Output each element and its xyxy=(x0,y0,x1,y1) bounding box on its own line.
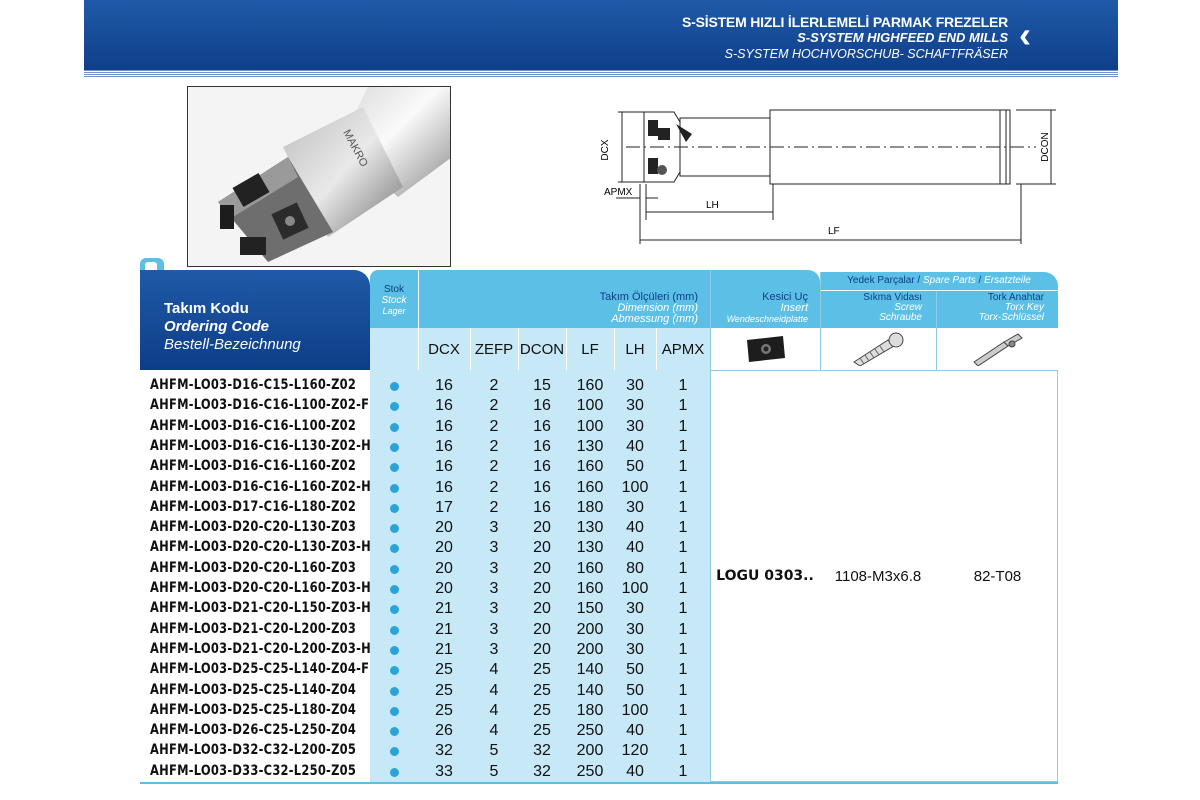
cell-lh: 30 xyxy=(626,417,644,435)
cell-lh: 50 xyxy=(626,458,644,476)
cell-zefp: 3 xyxy=(489,640,499,658)
table-row xyxy=(140,597,710,617)
cell-zefp: 4 xyxy=(489,701,499,719)
cell-apmx: 1 xyxy=(678,580,688,597)
stock-tr: Stok xyxy=(383,284,404,295)
stock-dot-icon xyxy=(390,626,399,635)
cell-dcx: 21 xyxy=(435,600,453,618)
ordering-code: AHFM-LO03-D26-C25-L250-Z04 xyxy=(150,722,357,739)
screw-de: Schraube xyxy=(879,312,922,323)
cell-lh: 80 xyxy=(626,559,644,577)
cell-zefp: 2 xyxy=(489,458,499,476)
cell-dcon: 20 xyxy=(533,580,551,597)
stock-dot-icon xyxy=(390,463,399,472)
ordering-code-header xyxy=(140,270,370,370)
stock-dot-icon xyxy=(390,605,399,614)
cell-dcx: 17 xyxy=(435,498,453,516)
cell-dcon: 16 xyxy=(533,437,551,455)
divider xyxy=(656,328,657,370)
insert-de: Wendeschneidplatte xyxy=(726,314,808,324)
cell-dcx: 20 xyxy=(435,559,453,577)
ordering-code: AHFM-LO03-D21-C20-L200-Z03-H xyxy=(150,640,371,657)
stock-dot-icon xyxy=(390,484,399,493)
col-lf: LF xyxy=(581,341,599,358)
divider xyxy=(614,328,615,370)
cell-lh: 40 xyxy=(626,437,644,455)
cell-dcx: 20 xyxy=(435,519,453,537)
ordering-code: AHFM-LO03-D33-C32-L250-Z05 xyxy=(150,762,357,779)
screw-icon xyxy=(848,332,908,366)
ordering-code: AHFM-LO03-D21-C20-L200-Z03 xyxy=(150,620,357,637)
table-row xyxy=(140,557,710,577)
cell-dcon: 25 xyxy=(533,661,551,679)
torx-key-tr: Tork Anahtar xyxy=(987,292,1044,303)
col-apmx: APMX xyxy=(661,341,705,358)
table-row xyxy=(140,516,710,536)
table-row xyxy=(140,536,710,556)
ordering-code: AHFM-LO03-D32-C32-L200-Z05 xyxy=(150,742,357,759)
title-german: S-SYSTEM HOCHVORSCHUB- SCHAFTFRÄSER xyxy=(724,47,1008,61)
stock-dot-icon xyxy=(390,585,399,594)
col-dcx: DCX xyxy=(428,341,460,358)
table-row xyxy=(140,374,710,394)
stock-dot-icon xyxy=(390,402,399,411)
stock-dot-icon xyxy=(390,524,399,533)
ordering-code: AHFM-LO03-D20-C20-L130-Z03-H xyxy=(150,539,371,556)
cell-lf: 130 xyxy=(576,539,604,557)
ordering-code-en: Ordering Code xyxy=(164,318,270,335)
cell-zefp: 3 xyxy=(489,600,499,618)
cell-dcon: 32 xyxy=(533,762,551,780)
cell-lh: 30 xyxy=(626,397,644,415)
ordering-code-tr: Takım Kodu xyxy=(164,300,249,317)
cell-lf: 250 xyxy=(576,722,604,740)
cell-dcx: 26 xyxy=(435,722,453,740)
table-bottom-border xyxy=(140,782,1058,784)
cell-apmx: 1 xyxy=(678,539,688,557)
cell-zefp: 2 xyxy=(489,478,499,496)
stock-dot-icon xyxy=(390,707,399,716)
ordering-code: AHFM-LO03-D16-C16-L130-Z02-H xyxy=(150,437,371,454)
cell-apmx: 1 xyxy=(678,458,688,476)
insert-image xyxy=(710,328,820,370)
cell-lf: 140 xyxy=(576,661,604,679)
cell-dcx: 25 xyxy=(435,701,453,719)
cell-apmx: 1 xyxy=(678,742,688,760)
cell-lh: 30 xyxy=(626,498,644,516)
cell-lh: 30 xyxy=(626,377,644,394)
stock-dot-icon xyxy=(390,687,399,696)
lf-label: LF xyxy=(828,226,840,237)
cell-lf: 160 xyxy=(576,458,604,476)
table-row xyxy=(140,719,710,739)
cell-dcx: 21 xyxy=(435,620,453,638)
cell-dcx: 25 xyxy=(435,661,453,679)
cell-apmx: 1 xyxy=(678,762,688,780)
cell-zefp: 3 xyxy=(489,559,499,577)
cell-lh: 50 xyxy=(626,681,644,699)
ordering-code: AHFM-LO03-D25-C25-L180-Z04 xyxy=(150,701,357,718)
spare-parts-en: Spare Parts xyxy=(922,275,976,286)
cell-lh: 50 xyxy=(626,661,644,679)
cell-lh: 40 xyxy=(626,762,644,780)
cell-dcon: 25 xyxy=(533,681,551,699)
ordering-code: AHFM-LO03-D16-C16-L160-Z02-H xyxy=(150,478,371,495)
dcon-label: DCON xyxy=(1040,132,1051,162)
stock-dot-icon xyxy=(390,382,399,391)
cell-dcx: 16 xyxy=(435,397,453,415)
cell-dcx: 20 xyxy=(435,580,453,597)
ordering-code: AHFM-LO03-D25-C25-L140-Z04 xyxy=(150,681,357,698)
cell-lf: 100 xyxy=(576,397,604,415)
cell-dcon: 15 xyxy=(533,377,551,394)
cell-zefp: 2 xyxy=(489,417,499,435)
cell-dcx: 33 xyxy=(435,762,453,780)
title-turkish: S-SİSTEM HIZLI İLERLEMELİ PARMAK FREZELER xyxy=(682,14,1008,30)
cell-dcon: 20 xyxy=(533,620,551,638)
cell-dcx: 21 xyxy=(435,640,453,658)
dimensions-header xyxy=(418,270,710,328)
cell-apmx: 1 xyxy=(678,478,688,496)
table-row xyxy=(140,476,710,496)
cell-lf: 160 xyxy=(576,559,604,577)
screw-value: 1108-M3x6.8 xyxy=(834,568,922,585)
col-zefp: ZEFP xyxy=(474,341,514,358)
divider xyxy=(710,270,711,370)
brand-engraving: MAKRO xyxy=(340,127,370,170)
screw-en: Screw xyxy=(894,302,922,313)
cell-apmx: 1 xyxy=(678,519,688,537)
table-row xyxy=(140,658,710,678)
cell-dcon: 16 xyxy=(533,417,551,435)
cell-dcx: 16 xyxy=(435,478,453,496)
product-photo xyxy=(187,86,451,267)
cell-apmx: 1 xyxy=(678,681,688,699)
cell-dcon: 20 xyxy=(533,600,551,618)
cell-apmx: 1 xyxy=(678,701,688,719)
cell-dcx: 16 xyxy=(435,417,453,435)
stock-dot-icon xyxy=(390,504,399,513)
stock-dot-icon xyxy=(390,646,399,655)
cell-dcx: 16 xyxy=(435,437,453,455)
cell-zefp: 5 xyxy=(489,742,499,760)
table-row xyxy=(140,577,710,597)
stock-header xyxy=(370,270,418,328)
insert-en: Insert xyxy=(780,302,808,314)
cell-zefp: 4 xyxy=(489,661,499,679)
dcx-label: DCX xyxy=(600,139,611,161)
stock-dot-icon xyxy=(390,565,399,574)
cell-zefp: 4 xyxy=(489,681,499,699)
cell-zefp: 3 xyxy=(489,620,499,638)
insert-tr: Kesici Uç xyxy=(762,291,808,303)
spare-parts-header: Yedek Parçalar / Spare Parts / Ersatzteile xyxy=(820,272,1058,290)
cell-lf: 200 xyxy=(576,620,604,638)
cell-apmx: 1 xyxy=(678,661,688,679)
cell-lh: 100 xyxy=(621,580,649,597)
cell-lh: 30 xyxy=(626,640,644,658)
cell-lf: 160 xyxy=(576,377,604,394)
chevron-left-icon[interactable]: ‹ xyxy=(1019,14,1031,55)
cell-zefp: 2 xyxy=(489,397,499,415)
cell-dcon: 20 xyxy=(533,519,551,537)
table-row xyxy=(140,760,710,780)
table-row xyxy=(140,638,710,658)
table-row xyxy=(140,415,710,435)
torx-key-image xyxy=(937,328,1058,370)
header-stripe xyxy=(84,70,1118,78)
divider xyxy=(518,328,519,370)
cell-dcon: 20 xyxy=(533,539,551,557)
cell-lh: 40 xyxy=(626,722,644,740)
cell-apmx: 1 xyxy=(678,722,688,740)
cell-lh: 100 xyxy=(621,701,649,719)
cell-apmx: 1 xyxy=(678,559,688,577)
divider xyxy=(418,270,419,370)
dimensions-de: Abmessung (mm) xyxy=(611,313,698,325)
stock-dot-icon xyxy=(390,747,399,756)
table-row xyxy=(140,618,710,638)
cell-lf: 100 xyxy=(576,417,604,435)
lh-label: LH xyxy=(706,200,719,211)
insert-value: LOGU 0303.. xyxy=(716,568,814,584)
cell-dcon: 20 xyxy=(533,640,551,658)
ordering-code: AHFM-LO03-D16-C16-L160-Z02 xyxy=(150,458,357,475)
cell-lh: 40 xyxy=(626,539,644,557)
ordering-code: AHFM-LO03-D21-C20-L150-Z03-H xyxy=(150,600,371,617)
cell-zefp: 5 xyxy=(489,762,499,780)
cell-lf: 180 xyxy=(576,498,604,516)
cell-lh: 100 xyxy=(621,478,649,496)
cell-dcx: 32 xyxy=(435,742,453,760)
torx-key-header xyxy=(937,291,1058,328)
cell-zefp: 4 xyxy=(489,722,499,740)
cell-dcx: 16 xyxy=(435,458,453,476)
cell-apmx: 1 xyxy=(678,377,688,394)
cell-dcon: 16 xyxy=(533,498,551,516)
cell-lh: 40 xyxy=(626,519,644,537)
spare-parts-tr: Yedek Parçalar xyxy=(847,275,915,286)
col-lh: LH xyxy=(625,341,645,358)
torx-key-value: 82-T08 xyxy=(973,568,1022,585)
cell-zefp: 2 xyxy=(489,377,499,394)
dimensions-tr: Takım Ölçüleri (mm) xyxy=(599,291,698,303)
divider xyxy=(566,328,567,370)
table-row xyxy=(140,435,710,455)
screw-tr: Sıkma Vidası xyxy=(863,292,922,303)
col-dcon: DCON xyxy=(519,341,565,358)
cell-lf: 130 xyxy=(576,437,604,455)
ordering-code: AHFM-LO03-D16-C16-L100-Z02 xyxy=(150,417,357,434)
insert-header xyxy=(710,270,820,328)
cell-apmx: 1 xyxy=(678,437,688,455)
cell-lf: 160 xyxy=(576,478,604,496)
stock-dot-icon xyxy=(390,727,399,736)
cell-lf: 150 xyxy=(576,600,604,618)
title-english: S-SYSTEM HIGHFEED END MILLS xyxy=(797,30,1008,45)
stock-dot-icon xyxy=(390,666,399,675)
cell-dcon: 16 xyxy=(533,458,551,476)
cell-lf: 180 xyxy=(576,701,604,719)
ordering-code-de: Bestell-Bezeichnung xyxy=(164,336,301,353)
cell-lf: 140 xyxy=(576,681,604,699)
cell-lh: 120 xyxy=(621,742,649,760)
page-title xyxy=(682,14,1008,62)
cell-dcx: 25 xyxy=(435,681,453,699)
cell-zefp: 3 xyxy=(489,580,499,597)
cell-apmx: 1 xyxy=(678,397,688,415)
cell-dcon: 20 xyxy=(533,559,551,577)
apmx-label: APMX xyxy=(604,187,633,198)
cell-apmx: 1 xyxy=(678,498,688,516)
table-row xyxy=(140,394,710,414)
cell-lf: 200 xyxy=(576,640,604,658)
cell-dcon: 16 xyxy=(533,397,551,415)
stock-de: Lager xyxy=(382,306,406,316)
stock-dot-icon xyxy=(390,768,399,777)
cell-lh: 30 xyxy=(626,620,644,638)
cell-lf: 130 xyxy=(576,519,604,537)
cell-zefp: 2 xyxy=(489,437,499,455)
torx-key-icon xyxy=(968,332,1028,366)
stock-dot-icon xyxy=(390,544,399,553)
cell-dcx: 16 xyxy=(435,377,453,394)
ordering-code: AHFM-LO03-D25-C25-L140-Z04-F xyxy=(150,661,370,678)
stock-dot-icon xyxy=(390,443,399,452)
table-row xyxy=(140,679,710,699)
cell-dcon: 32 xyxy=(533,742,551,760)
cell-apmx: 1 xyxy=(678,600,688,618)
stock-en: Stock xyxy=(381,295,407,306)
screw-header xyxy=(820,291,936,328)
ordering-code: AHFM-LO03-D17-C16-L180-Z02 xyxy=(150,498,357,515)
dimensions-en: Dimension (mm) xyxy=(617,302,698,314)
table-row xyxy=(140,699,710,719)
cell-dcon: 16 xyxy=(533,478,551,496)
table-row xyxy=(140,739,710,759)
cell-apmx: 1 xyxy=(678,620,688,638)
cell-lf: 250 xyxy=(576,762,604,780)
cell-dcx: 20 xyxy=(435,539,453,557)
ordering-code: AHFM-LO03-D16-C15-L160-Z02 xyxy=(150,377,357,393)
ordering-code: AHFM-LO03-D20-C20-L160-Z03 xyxy=(150,559,357,576)
table-row xyxy=(140,496,710,516)
cell-lf: 160 xyxy=(576,580,604,597)
ordering-code: AHFM-LO03-D20-C20-L130-Z03 xyxy=(150,519,357,536)
technical-drawing xyxy=(596,94,1066,250)
ordering-code: AHFM-LO03-D20-C20-L160-Z03-H xyxy=(150,580,371,596)
cell-apmx: 1 xyxy=(678,417,688,435)
cell-dcon: 25 xyxy=(533,722,551,740)
cell-lf: 200 xyxy=(576,742,604,760)
ordering-code: AHFM-LO03-D16-C16-L100-Z02-F xyxy=(150,397,370,414)
spare-parts-de: Ersatzteile xyxy=(984,275,1031,286)
cell-zefp: 3 xyxy=(489,539,499,557)
stock-dot-icon xyxy=(390,423,399,432)
cell-zefp: 2 xyxy=(489,498,499,516)
screw-image xyxy=(820,328,936,370)
torx-key-de: Torx-Schlüssel xyxy=(978,312,1044,323)
torx-key-en: Torx Key xyxy=(1004,302,1044,313)
cell-lh: 30 xyxy=(626,600,644,618)
cell-zefp: 3 xyxy=(489,519,499,537)
table-row xyxy=(140,455,710,475)
cell-dcon: 25 xyxy=(533,701,551,719)
cell-apmx: 1 xyxy=(678,640,688,658)
divider xyxy=(470,328,471,370)
insert-icon xyxy=(743,334,787,364)
